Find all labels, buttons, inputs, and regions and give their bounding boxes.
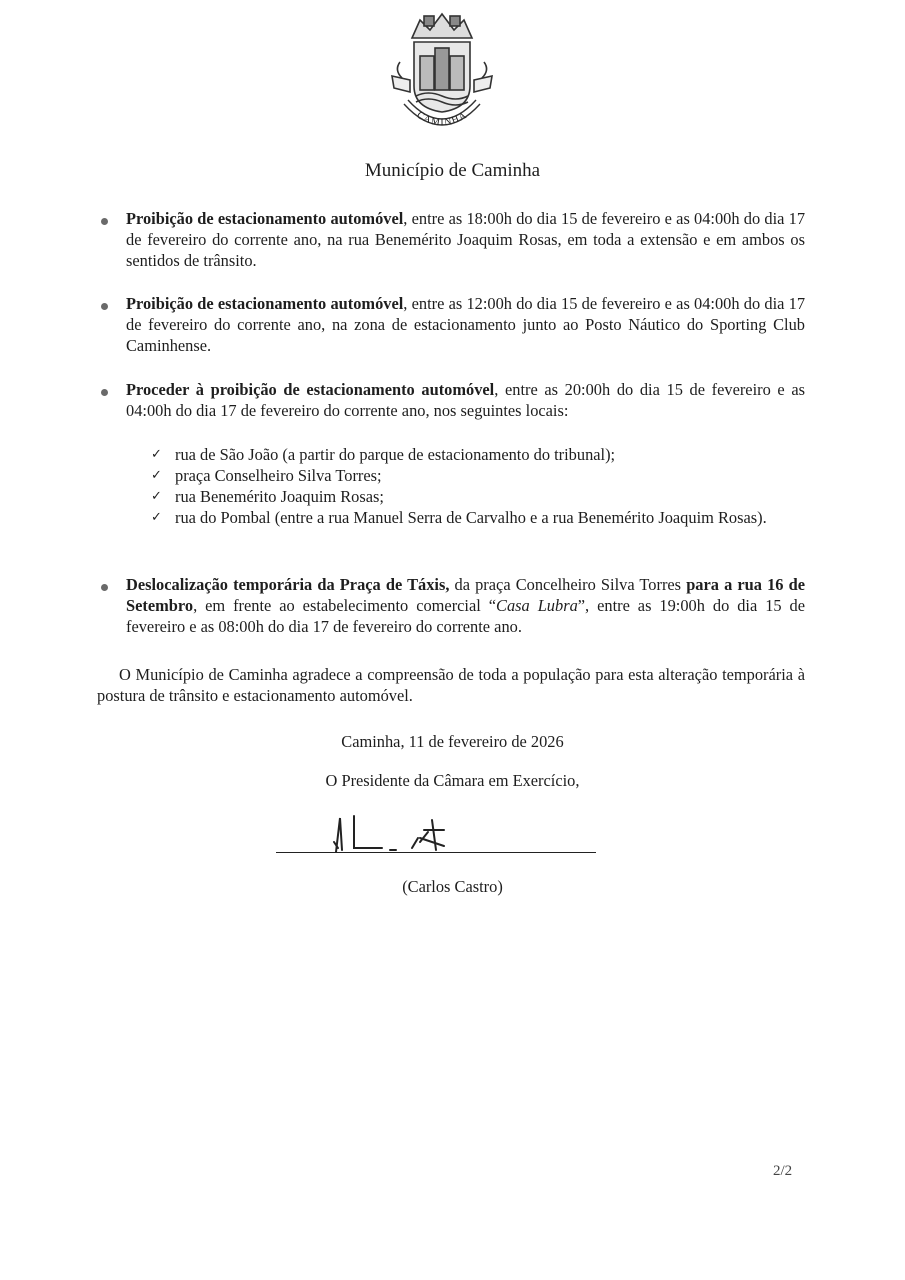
list-item — [126, 208, 805, 271]
location-item: ✓ rua do Pombal (entre a rua Manuel Serra de Carvalho e a rua Benemérito Joaquim Rosas). — [151, 508, 767, 527]
handwritten-signature — [320, 812, 490, 854]
item-text: , entre as 12:00h do dia 15 de fevereiro e as 04:00h do dia 17 de fevereiro do corrente ano, na zona de estacionamento junto ao Posto Náutico do Sporting Club Caminhense. — [126, 294, 806, 355]
bullet-icon — [101, 584, 108, 591]
page-number: 2/2 — [773, 1163, 793, 1179]
document-title: Município de Caminha — [364, 160, 541, 181]
signatory-title: O Presidente da Câmara em Exercício, — [325, 771, 580, 790]
bullet-icon — [101, 389, 108, 396]
item-text: , entre as 18:00h do dia 15 de fevereiro e as 04:00h do dia 17 de fevereiro do corrente ano, na rua Benemérito Joaquim Rosas, em toda a extensão e em ambos os sentidos de trânsito. — [126, 209, 806, 270]
item-heading: Proibição de estacionamento automóvel — [126, 209, 404, 228]
locations-list — [151, 444, 805, 528]
item-text: , entre as 20:00h do dia 15 de fevereiro e as 04:00h do dia 17 de fevereiro do corrente ano, nos seguintes locais: — [126, 380, 805, 420]
bullet-icon — [101, 218, 108, 225]
location-item: ✓ praça Conselheiro Silva Torres; — [151, 466, 382, 485]
svg-text:CAMINHA: CAMINHA — [414, 109, 470, 129]
item-heading: Proibição de estacionamento automóvel — [126, 294, 404, 313]
bullet-icon — [101, 303, 108, 310]
checkmark-icon: ✓ — [151, 468, 162, 483]
signature-line — [276, 852, 596, 853]
location-item: ✓ rua de São João (a partir do parque de estacionamento do tribunal); — [151, 445, 616, 464]
location-item: ✓ rua Benemérito Joaquim Rosas; — [151, 487, 384, 506]
signatory-name: (Carlos Castro) — [402, 877, 503, 896]
closing-paragraph: O Município de Caminha agradece a compreensão de toda a população para esta alteração temporária à postura de trânsito e estacionamento automóvel. — [97, 665, 805, 705]
checkmark-icon: ✓ — [151, 489, 162, 504]
date-line: Caminha, 11 de fevereiro de 2026 — [341, 732, 564, 751]
item-heading: Proceder à proibição de estacionamento automóvel — [126, 380, 495, 399]
checkmark-icon: ✓ — [151, 447, 162, 462]
list-item — [126, 293, 805, 356]
list-item: Deslocalização temporária da Praça de Táxis, da praça Concelheiro Silva Torres para a rua 16 de Setembro, em frente ao estabelecimento comercial “Casa Lubra”, entre as 19:00h do dia 15 de fevereiro e as 08:00h do dia 17 de fevereiro do corrente ano. — [126, 575, 805, 636]
checkmark-icon: ✓ — [151, 510, 162, 525]
municipal-crest-logo — [380, 8, 505, 133]
list-item — [126, 379, 805, 421]
